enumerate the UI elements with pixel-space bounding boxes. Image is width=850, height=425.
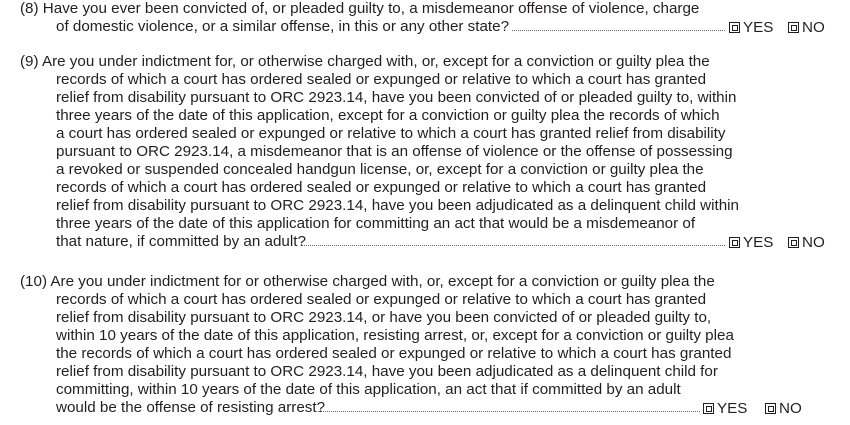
question-9-line: [20, 89, 850, 107]
question-9-line: [20, 179, 850, 197]
question-8: [20, 0, 850, 36]
no-option[interactable]: [788, 235, 825, 251]
question-9-line: [20, 161, 850, 179]
question-9: [20, 53, 850, 251]
question-10-line: [20, 327, 850, 345]
yes-label: YES: [717, 400, 748, 417]
question-10: [20, 273, 850, 417]
question-text: (8) Have you ever been convicted of, or pleaded guilty to, a misdemeanor offense of violence, charge: [20, 0, 700, 17]
question-text: the records of which a court has ordered sealed or expunged or relative to which a court has granted: [56, 345, 732, 362]
question-text: records of which a court has ordered sealed or expunged or relative to which a court has granted: [56, 291, 707, 308]
question-text: relief from disability pursuant to ORC 2923.14, have you been convicted of or pleaded guilty to, within: [56, 89, 737, 106]
question-9-line: [20, 53, 850, 71]
question-text: (9) Are you under indictment for, or otherwise charged with, or, except for a conviction or guilty plea the: [20, 53, 710, 70]
question-text: committing, within 10 years of the date of this application, an act that if committed by an adult: [56, 381, 681, 398]
question-text: that nature, if committed by an adult?: [56, 233, 306, 250]
no-label: NO: [802, 234, 825, 251]
question-text: of domestic violence, or a similar offense, in this or any other state?: [56, 18, 510, 35]
question-text: three years of the date of this application, except for a conviction or guilty plea the records of which: [56, 107, 720, 124]
yes-checkbox[interactable]: [703, 403, 714, 414]
dotted-leader: [512, 30, 725, 31]
no-label: NO: [779, 400, 802, 417]
dotted-leader: [302, 245, 725, 246]
question-10-line: [20, 309, 850, 327]
question-text: records of which a court has ordered sealed or expunged or relative to which a court has granted: [56, 71, 707, 88]
question-9-line: [20, 125, 850, 143]
question-8-line: [20, 18, 850, 36]
yes-option[interactable]: [729, 235, 773, 251]
question-text: (10) Are you under indictment for or otherwise charged with, or, except for a conviction or guilty plea the: [20, 273, 715, 290]
yes-checkbox[interactable]: [729, 22, 740, 33]
yes-label: YES: [743, 19, 774, 36]
question-text: three years of the date of this application for committing an act that would be a misdemeanor of: [56, 215, 696, 232]
question-10-line: [20, 399, 850, 417]
question-text: would be the offense of resisting arrest?: [56, 399, 326, 416]
question-text: a revoked or suspended concealed handgun license, or, except for a conviction or guilty plea the: [56, 161, 704, 178]
question-9-line: [20, 143, 850, 161]
question-9-line: [20, 233, 850, 251]
question-9-line: [20, 107, 850, 125]
question-text: relief from disability pursuant to ORC 2923.14, have you been adjudicated as a delinquent child for: [56, 363, 718, 380]
question-text: within 10 years of the date of this application, resisting arrest, or, except for a conviction or guilty plea: [56, 327, 734, 344]
yes-checkbox[interactable]: [729, 237, 740, 248]
question-9-line: [20, 215, 850, 233]
question-text: relief from disability pursuant to ORC 2923.14, have you been adjudicated as a delinquent child within: [56, 197, 740, 214]
no-label: NO: [802, 19, 825, 36]
no-checkbox[interactable]: [765, 403, 776, 414]
question-10-line: [20, 363, 850, 381]
no-checkbox[interactable]: [788, 237, 799, 248]
question-10-line: [20, 345, 850, 363]
no-checkbox[interactable]: [788, 22, 799, 33]
question-10-line: [20, 381, 850, 399]
yes-option[interactable]: [729, 20, 773, 36]
question-9-line: [20, 71, 850, 89]
question-text: relief from disability pursuant to ORC 2923.14, or have you been convicted of or pleaded guilty to,: [56, 309, 712, 326]
question-9-line: [20, 197, 850, 215]
question-10-line: [20, 291, 850, 309]
yes-option[interactable]: [703, 401, 747, 417]
question-text: pursuant to ORC 2923.14, a misdemeanor that is an offense of violence or the offense of possessing: [56, 143, 733, 160]
no-option[interactable]: [765, 401, 802, 417]
question-text: a court has ordered sealed or expunged or relative to which a court has granted relief from disability: [56, 125, 726, 142]
dotted-leader: [318, 411, 700, 412]
question-text: records of which a court has ordered sealed or expunged or relative to which a court has granted: [56, 179, 707, 196]
no-option[interactable]: [788, 20, 825, 36]
question-8-line: [20, 0, 850, 18]
question-10-line: [20, 273, 850, 291]
yes-label: YES: [743, 234, 774, 251]
